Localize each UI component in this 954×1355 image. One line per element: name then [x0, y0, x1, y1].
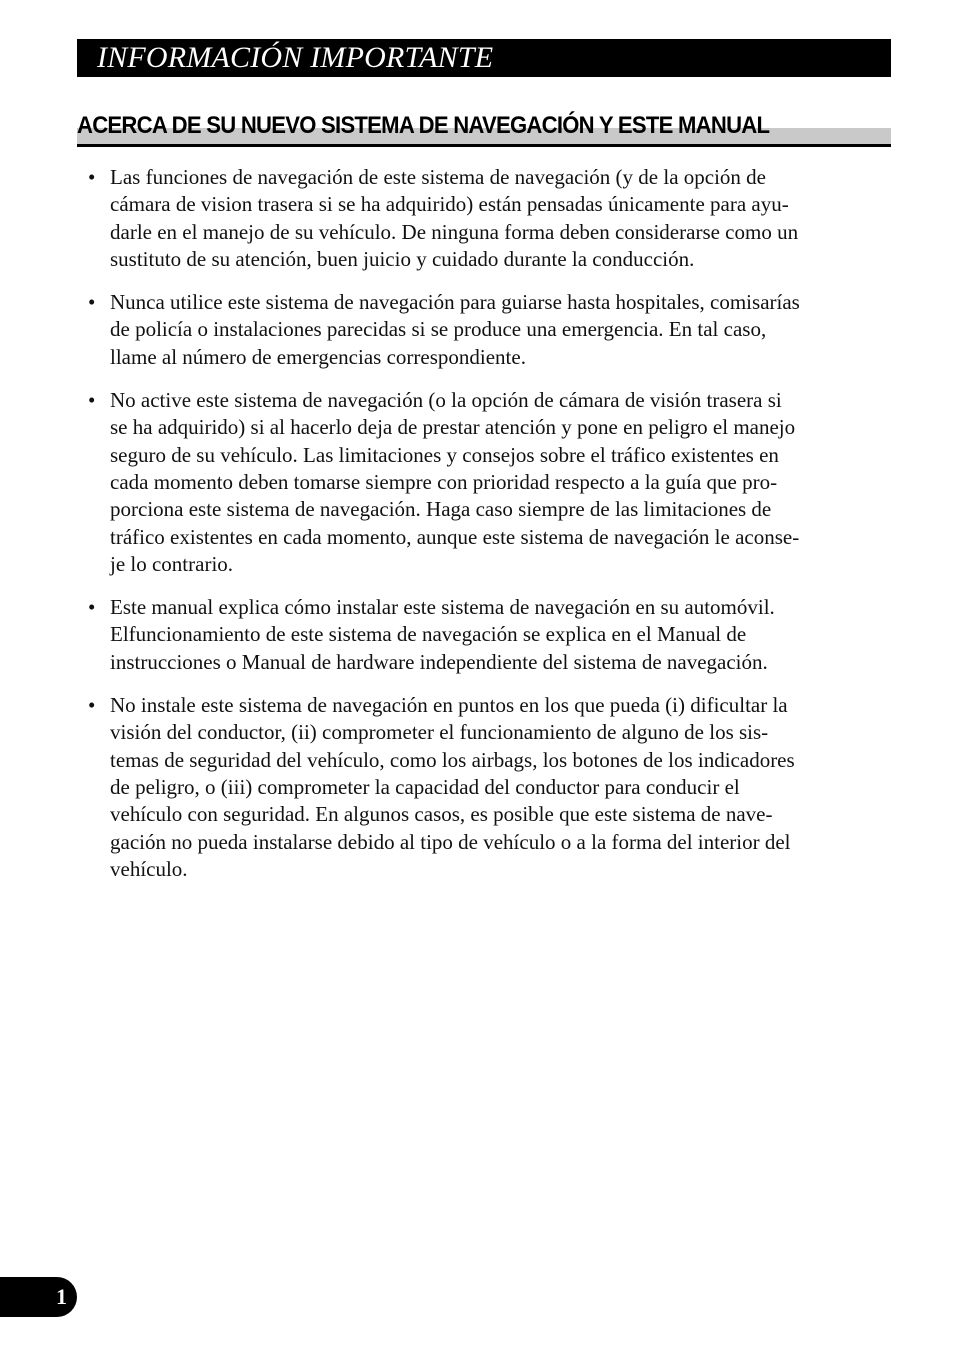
bullet-line: darle en el manejo de su vehículo. De ninguna forma deben considerarse como un — [110, 219, 799, 244]
bullet-line: de policía o instalaciones parecidas si se produce una emergencia. En tal caso, — [110, 317, 767, 342]
list-item — [88, 692, 868, 883]
chapter-title: INFORMACIÓN IMPORTANTE — [97, 41, 494, 74]
bullet-line: Este manual explica cómo instalar este sistema de navegación en su automóvil. — [110, 595, 775, 620]
page-number: 1 — [56, 1284, 67, 1309]
bullet-line: Nunca utilice este sistema de navegación para guiarse hasta hospitales, comisarías — [110, 290, 800, 315]
list-item — [88, 289, 868, 371]
bullet-line: sustituto de su atención, buen juicio y cuidado durante la conducción. — [110, 246, 695, 271]
list-item — [88, 594, 868, 676]
bullet-dot: • — [88, 595, 96, 620]
bullet-line: tráfico existentes en cada momento, aunque este sistema de navegación le aconse- — [110, 524, 800, 549]
list-item — [88, 387, 868, 578]
page-number-tab — [0, 1277, 77, 1317]
bullet-line: seguro de su vehículo. Las limitaciones y consejos sobre el tráfico existentes en — [110, 442, 779, 467]
bullet-line: Elfuncionamiento de este sistema de navegación se explica en el Manual de — [110, 622, 747, 647]
bullet-dot: • — [88, 290, 96, 315]
bullet-dot: • — [88, 693, 96, 718]
bullet-line: cada momento deben tomarse siempre con prioridad respecto a la guía que pro- — [110, 469, 778, 494]
bullet-line: vehículo con seguridad. En algunos casos, es posible que este sistema de nave- — [110, 802, 773, 827]
bullet-list — [88, 164, 868, 899]
bullet-line: instrucciones o Manual de hardware independiente del sistema de navegación. — [110, 649, 768, 674]
bullet-line: porciona este sistema de navegación. Haga caso siempre de las limitaciones de — [110, 497, 772, 522]
section-heading — [77, 110, 891, 147]
bullet-line: llame al número de emergencias correspondiente. — [110, 344, 526, 369]
bullet-line: visión del conductor, (ii) comprometer el funcionamiento de alguno de los sis- — [110, 720, 769, 745]
bullet-line: temas de seguridad del vehículo, como los airbags, los botones de los indicadores — [110, 747, 795, 772]
bullet-line: Las funciones de navegación de este sistema de navegación (y de la opción de — [110, 165, 766, 189]
chapter-title-bar — [77, 39, 891, 77]
bullet-dot: • — [88, 388, 96, 413]
bullet-line: gación no pueda instalarse debido al tipo de vehículo o a la forma del interior del — [110, 829, 791, 854]
list-item — [88, 164, 868, 273]
bullet-line: No instale este sistema de navegación en puntos en los que pueda (i) dificultar la — [110, 693, 788, 718]
bullet-line: de peligro, o (iii) comprometer la capacidad del conductor para conducir el — [110, 774, 740, 799]
section-heading-label: ACERCA DE SU NUEVO SISTEMA DE NAVEGACIÓN Y ESTE MANUAL — [77, 112, 770, 139]
bullet-line: No active este sistema de navegación (o la opción de cámara de visión trasera si — [110, 388, 782, 413]
bullet-dot: • — [88, 165, 96, 189]
bullet-line: vehículo. — [110, 856, 188, 881]
bullet-line: cámara de vision trasera si se ha adquirido) están pensadas únicamente para ayu- — [110, 192, 789, 217]
section-heading-rule — [77, 144, 891, 147]
bullet-line: se ha adquirido) si al hacerlo deja de prestar atención y pone en peligro el manejo — [110, 415, 796, 440]
bullet-line: je lo contrario. — [110, 551, 234, 576]
